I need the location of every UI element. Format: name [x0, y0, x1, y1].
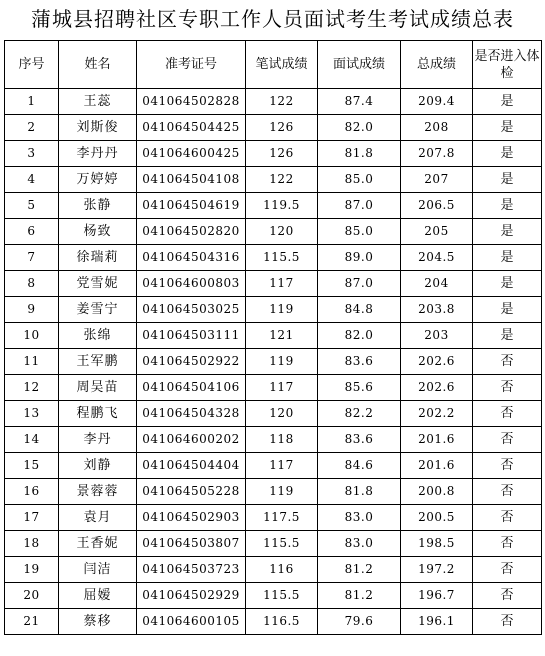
- cell-total-score: 205: [401, 219, 473, 245]
- cell-ticket-number: 041064502922: [137, 349, 246, 375]
- cell-medical-exam: 否: [473, 609, 542, 635]
- column-header-written-score: 笔试成绩: [246, 41, 318, 89]
- cell-written-score: 120: [246, 219, 318, 245]
- table-row: [5, 583, 542, 609]
- cell-index: 9: [5, 297, 59, 323]
- cell-total-score: 201.6: [401, 427, 473, 453]
- cell-total-score: 203.8: [401, 297, 473, 323]
- cell-total-score: 196.7: [401, 583, 473, 609]
- cell-interview-score: 81.8: [318, 479, 401, 505]
- table-row: [5, 141, 542, 167]
- cell-index: 11: [5, 349, 59, 375]
- cell-name: 屈嫒: [59, 583, 137, 609]
- cell-interview-score: 82.0: [318, 323, 401, 349]
- cell-medical-exam: 否: [473, 531, 542, 557]
- cell-written-score: 122: [246, 167, 318, 193]
- cell-interview-score: 89.0: [318, 245, 401, 271]
- table-row: [5, 323, 542, 349]
- cell-index: 6: [5, 219, 59, 245]
- cell-ticket-number: 041064600105: [137, 609, 246, 635]
- cell-name: 张绵: [59, 323, 137, 349]
- cell-medical-exam: 是: [473, 141, 542, 167]
- cell-ticket-number: 041064502929: [137, 583, 246, 609]
- cell-medical-exam: 否: [473, 557, 542, 583]
- cell-name: 万婷婷: [59, 167, 137, 193]
- cell-medical-exam: 否: [473, 453, 542, 479]
- cell-written-score: 117: [246, 453, 318, 479]
- cell-written-score: 117: [246, 271, 318, 297]
- cell-index: 3: [5, 141, 59, 167]
- cell-total-score: 201.6: [401, 453, 473, 479]
- cell-total-score: 198.5: [401, 531, 473, 557]
- cell-ticket-number: 041064504106: [137, 375, 246, 401]
- cell-medical-exam: 否: [473, 479, 542, 505]
- cell-medical-exam: 否: [473, 583, 542, 609]
- cell-written-score: 118: [246, 427, 318, 453]
- table-row: [5, 427, 542, 453]
- cell-ticket-number: 041064503025: [137, 297, 246, 323]
- cell-total-score: 209.4: [401, 89, 473, 115]
- cell-ticket-number: 041064503807: [137, 531, 246, 557]
- cell-interview-score: 84.8: [318, 297, 401, 323]
- cell-index: 12: [5, 375, 59, 401]
- cell-name: 杨致: [59, 219, 137, 245]
- cell-name: 徐瑞莉: [59, 245, 137, 271]
- cell-name: 党雪妮: [59, 271, 137, 297]
- cell-ticket-number: 041064503111: [137, 323, 246, 349]
- cell-ticket-number: 041064600425: [137, 141, 246, 167]
- cell-name: 王军鹏: [59, 349, 137, 375]
- cell-written-score: 119: [246, 479, 318, 505]
- cell-written-score: 120: [246, 401, 318, 427]
- cell-index: 7: [5, 245, 59, 271]
- cell-total-score: 202.6: [401, 349, 473, 375]
- cell-medical-exam: 是: [473, 115, 542, 141]
- column-header-medical-exam: 是否进入体检: [473, 41, 542, 89]
- cell-written-score: 115.5: [246, 531, 318, 557]
- cell-medical-exam: 否: [473, 401, 542, 427]
- cell-written-score: 116.5: [246, 609, 318, 635]
- cell-name: 王香妮: [59, 531, 137, 557]
- table-row: [5, 297, 542, 323]
- table-row: [5, 531, 542, 557]
- cell-name: 闫洁: [59, 557, 137, 583]
- cell-ticket-number: 041064502820: [137, 219, 246, 245]
- cell-interview-score: 82.0: [318, 115, 401, 141]
- column-header-index: 序号: [5, 41, 59, 89]
- table-row: [5, 479, 542, 505]
- cell-medical-exam: 否: [473, 427, 542, 453]
- cell-name: 刘斯俊: [59, 115, 137, 141]
- cell-medical-exam: 是: [473, 271, 542, 297]
- cell-index: 16: [5, 479, 59, 505]
- cell-interview-score: 83.6: [318, 427, 401, 453]
- cell-written-score: 122: [246, 89, 318, 115]
- cell-written-score: 116: [246, 557, 318, 583]
- cell-ticket-number: 041064505228: [137, 479, 246, 505]
- table-row: [5, 193, 542, 219]
- cell-ticket-number: 041064502828: [137, 89, 246, 115]
- table-row: [5, 401, 542, 427]
- cell-interview-score: 85.0: [318, 167, 401, 193]
- table-row: [5, 505, 542, 531]
- cell-interview-score: 81.2: [318, 557, 401, 583]
- table-row: [5, 375, 542, 401]
- cell-interview-score: 84.6: [318, 453, 401, 479]
- cell-name: 景蓉蓉: [59, 479, 137, 505]
- column-header-name: 姓名: [59, 41, 137, 89]
- cell-ticket-number: 041064600803: [137, 271, 246, 297]
- cell-interview-score: 83.6: [318, 349, 401, 375]
- cell-index: 2: [5, 115, 59, 141]
- cell-written-score: 115.5: [246, 583, 318, 609]
- cell-interview-score: 85.6: [318, 375, 401, 401]
- cell-name: 刘静: [59, 453, 137, 479]
- cell-ticket-number: 041064504425: [137, 115, 246, 141]
- cell-total-score: 207: [401, 167, 473, 193]
- cell-interview-score: 79.6: [318, 609, 401, 635]
- cell-ticket-number: 041064504404: [137, 453, 246, 479]
- table-row: [5, 557, 542, 583]
- cell-ticket-number: 041064503723: [137, 557, 246, 583]
- cell-total-score: 207.8: [401, 141, 473, 167]
- cell-ticket-number: 041064600202: [137, 427, 246, 453]
- cell-index: 1: [5, 89, 59, 115]
- cell-medical-exam: 是: [473, 89, 542, 115]
- table-row: [5, 271, 542, 297]
- cell-written-score: 119.5: [246, 193, 318, 219]
- cell-medical-exam: 是: [473, 323, 542, 349]
- cell-name: 袁月: [59, 505, 137, 531]
- cell-total-score: 208: [401, 115, 473, 141]
- cell-index: 17: [5, 505, 59, 531]
- cell-ticket-number: 041064504316: [137, 245, 246, 271]
- cell-interview-score: 81.2: [318, 583, 401, 609]
- cell-index: 13: [5, 401, 59, 427]
- cell-written-score: 119: [246, 349, 318, 375]
- cell-interview-score: 87.0: [318, 193, 401, 219]
- cell-name: 李丹丹: [59, 141, 137, 167]
- cell-name: 李丹: [59, 427, 137, 453]
- table-row: [5, 245, 542, 271]
- table-row: [5, 115, 542, 141]
- cell-index: 20: [5, 583, 59, 609]
- cell-interview-score: 87.0: [318, 271, 401, 297]
- cell-total-score: 204.5: [401, 245, 473, 271]
- cell-medical-exam: 是: [473, 193, 542, 219]
- cell-index: 21: [5, 609, 59, 635]
- cell-medical-exam: 是: [473, 219, 542, 245]
- cell-written-score: 121: [246, 323, 318, 349]
- cell-index: 5: [5, 193, 59, 219]
- cell-interview-score: 82.2: [318, 401, 401, 427]
- cell-name: 蔡移: [59, 609, 137, 635]
- cell-index: 19: [5, 557, 59, 583]
- cell-written-score: 115.5: [246, 245, 318, 271]
- cell-medical-exam: 否: [473, 505, 542, 531]
- cell-index: 10: [5, 323, 59, 349]
- cell-ticket-number: 041064504108: [137, 167, 246, 193]
- cell-name: 周吴苗: [59, 375, 137, 401]
- column-header-ticket-number: 准考证号: [137, 41, 246, 89]
- cell-index: 8: [5, 271, 59, 297]
- table-header-row: [5, 41, 542, 89]
- cell-index: 4: [5, 167, 59, 193]
- cell-medical-exam: 是: [473, 245, 542, 271]
- table-row: [5, 219, 542, 245]
- cell-interview-score: 83.0: [318, 505, 401, 531]
- cell-medical-exam: 是: [473, 297, 542, 323]
- page-title: 蒲城县招聘社区专职工作人员面试考生考试成绩总表: [31, 7, 514, 31]
- cell-index: 14: [5, 427, 59, 453]
- cell-total-score: 202.6: [401, 375, 473, 401]
- cell-total-score: 202.2: [401, 401, 473, 427]
- cell-written-score: 117.5: [246, 505, 318, 531]
- cell-written-score: 126: [246, 115, 318, 141]
- cell-written-score: 126: [246, 141, 318, 167]
- cell-ticket-number: 041064502903: [137, 505, 246, 531]
- score-table: [4, 40, 542, 635]
- cell-written-score: 119: [246, 297, 318, 323]
- cell-total-score: 200.5: [401, 505, 473, 531]
- table-row: [5, 453, 542, 479]
- cell-ticket-number: 041064504328: [137, 401, 246, 427]
- cell-total-score: 197.2: [401, 557, 473, 583]
- cell-name: 王蕊: [59, 89, 137, 115]
- cell-interview-score: 87.4: [318, 89, 401, 115]
- table-row: [5, 89, 542, 115]
- column-header-interview-score: 面试成绩: [318, 41, 401, 89]
- cell-medical-exam: 是: [473, 167, 542, 193]
- cell-total-score: 200.8: [401, 479, 473, 505]
- cell-interview-score: 85.0: [318, 219, 401, 245]
- cell-name: 程鹏飞: [59, 401, 137, 427]
- column-header-total-score: 总成绩: [401, 41, 473, 89]
- cell-medical-exam: 否: [473, 375, 542, 401]
- table-body: [5, 89, 542, 635]
- cell-index: 15: [5, 453, 59, 479]
- cell-name: 姜雪宁: [59, 297, 137, 323]
- table-row: [5, 349, 542, 375]
- cell-interview-score: 81.8: [318, 141, 401, 167]
- cell-name: 张静: [59, 193, 137, 219]
- cell-total-score: 196.1: [401, 609, 473, 635]
- cell-index: 18: [5, 531, 59, 557]
- cell-medical-exam: 否: [473, 349, 542, 375]
- cell-ticket-number: 041064504619: [137, 193, 246, 219]
- cell-total-score: 204: [401, 271, 473, 297]
- cell-interview-score: 83.0: [318, 531, 401, 557]
- cell-total-score: 206.5: [401, 193, 473, 219]
- cell-written-score: 117: [246, 375, 318, 401]
- cell-total-score: 203: [401, 323, 473, 349]
- table-row: [5, 609, 542, 635]
- table-row: [5, 167, 542, 193]
